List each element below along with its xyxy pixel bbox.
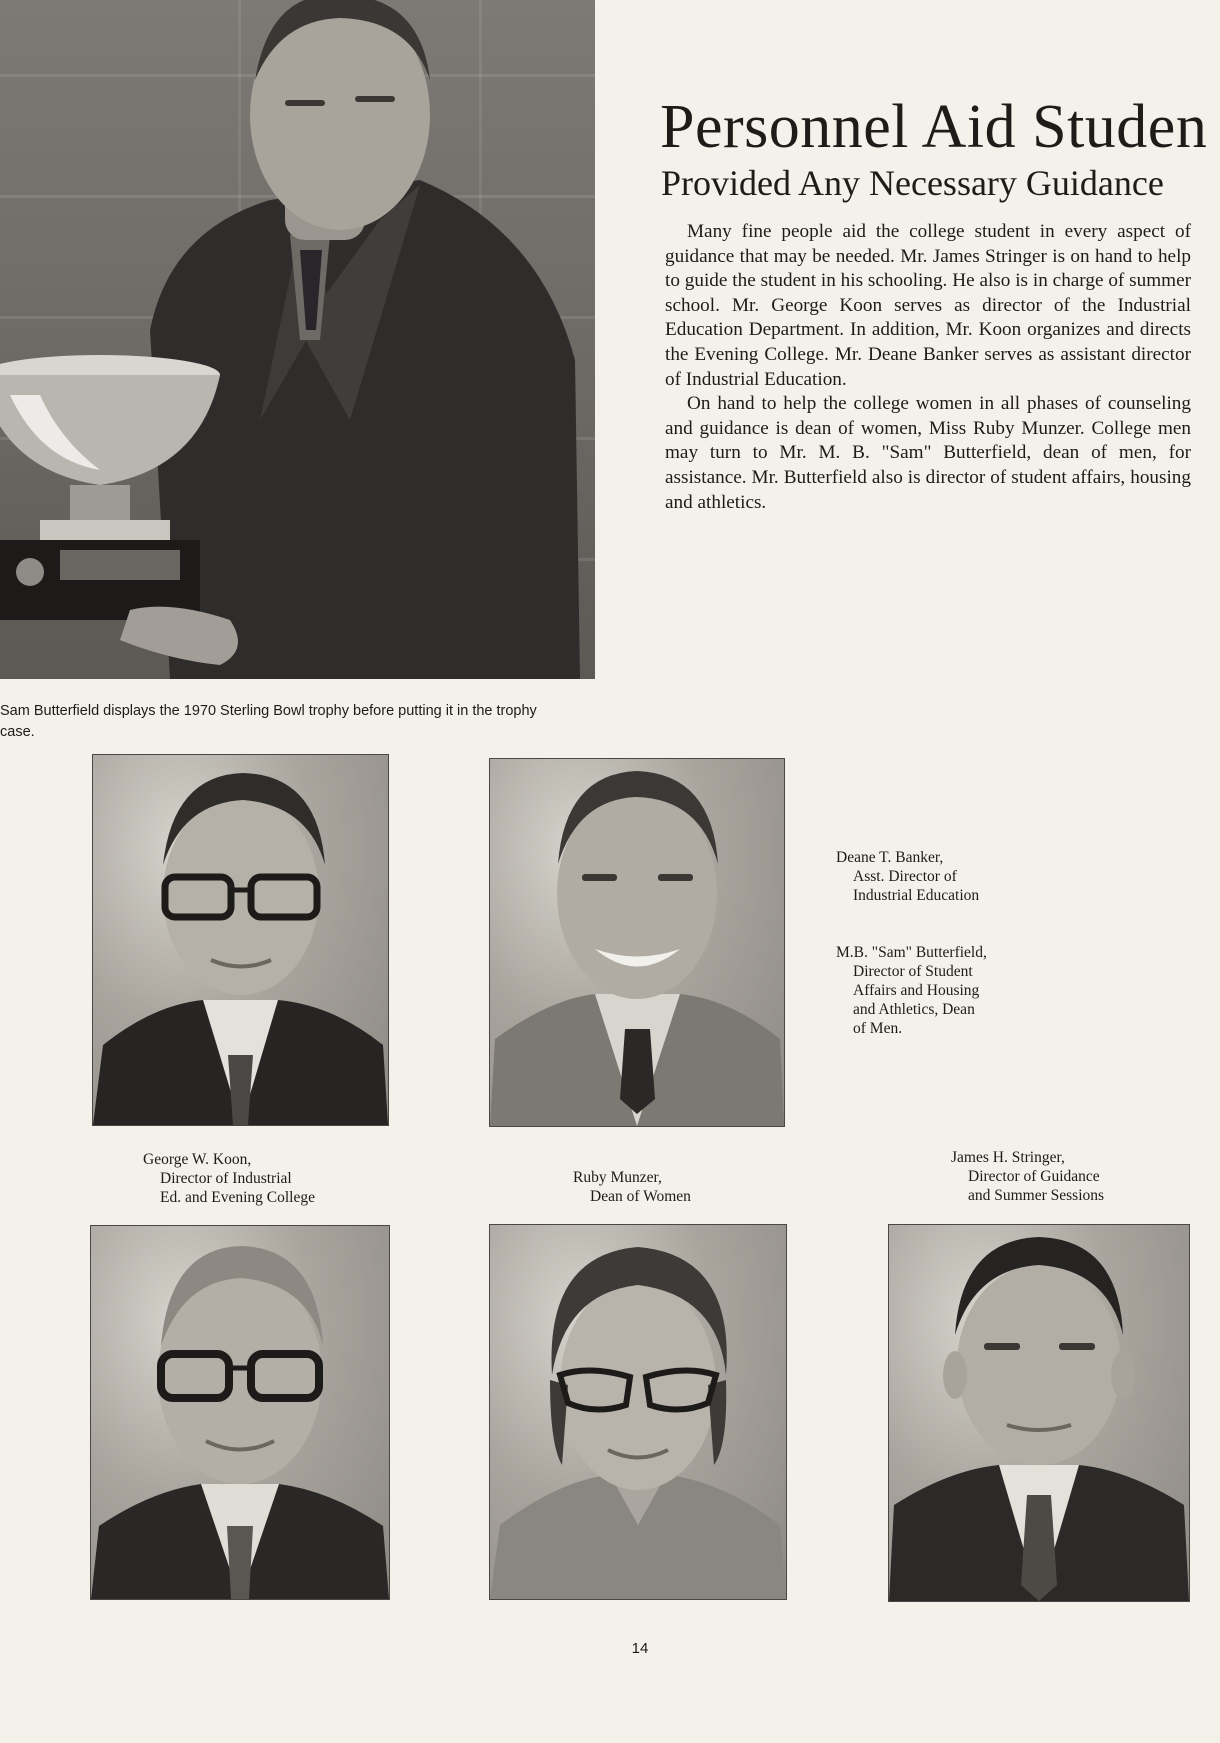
portrait-munzer <box>489 1224 787 1600</box>
article-paragraph: Many fine people aid the college student in every aspect of guidance that may be needed. Mr. James Stringer is on hand to help to guide the student in his schooling. He also is in charge of summer school. Mr. George Koon serves as director of the Industrial Education Department. In addition, Mr. Koon organizes and directs the Evening College. Mr. Deane Banker serves as assistant director of Industrial Education. <box>665 221 1191 390</box>
page-number: 14 <box>631 1640 649 1657</box>
portrait-image <box>889 1225 1189 1601</box>
portrait-butterfield <box>489 758 785 1127</box>
portrait-image <box>91 1226 389 1599</box>
caption-line: Asst. Director of <box>853 868 957 885</box>
caption-line: and Summer Sessions <box>968 1187 1105 1204</box>
portrait-bottom-left <box>90 1225 390 1600</box>
caption-stringer <box>951 1148 1104 1205</box>
caption-line: Ed. and Evening College <box>160 1189 315 1206</box>
article-paragraph: On hand to help the college women in all phases of counseling and guidance is dean of women, Miss Ruby Munzer. College men may turn to Mr. M. B. "Sam" Butterfield, dean of men, for assistance. Mr. Butterfield also is director of student affairs, housing and athletics. <box>665 393 1191 513</box>
page-title: Personnel Aid Studen <box>660 93 1208 161</box>
caption-line: Dean of Women <box>590 1188 691 1205</box>
caption-line: Director of Student <box>853 963 973 980</box>
article-body <box>665 220 1191 515</box>
caption-line: of Men. <box>853 1020 903 1037</box>
main-photo-caption: Sam Butterfield displays the 1970 Sterling Bowl trophy before putting it in the trophy case. <box>0 703 537 740</box>
portrait-image <box>490 1225 786 1599</box>
caption-line: Affairs and Housing <box>853 982 980 999</box>
man-with-trophy-image <box>0 0 595 679</box>
caption-line: Industrial Education <box>853 887 980 904</box>
caption-line: George W. Koon, <box>143 1151 252 1168</box>
caption-line: James H. Stringer, <box>951 1149 1065 1166</box>
portrait-image <box>93 755 388 1125</box>
portrait-koon-top <box>92 754 389 1126</box>
caption-line: Ruby Munzer, <box>573 1169 662 1186</box>
caption-line: Deane T. Banker, <box>836 849 944 866</box>
caption-line: M.B. "Sam" Butterfield, <box>836 944 987 961</box>
caption-munzer <box>573 1168 691 1206</box>
caption-line: Director of Guidance <box>968 1168 1100 1185</box>
portrait-stringer <box>888 1224 1190 1602</box>
portrait-image <box>490 759 784 1126</box>
caption-butterfield <box>836 943 987 1038</box>
caption-banker <box>836 848 979 905</box>
caption-line: and Athletics, Dean <box>853 1001 975 1018</box>
caption-line: Director of Industrial <box>160 1170 292 1187</box>
page-subtitle: Provided Any Necessary Guidance <box>661 163 1164 203</box>
main-photo <box>0 0 595 679</box>
caption-koon <box>143 1150 315 1207</box>
